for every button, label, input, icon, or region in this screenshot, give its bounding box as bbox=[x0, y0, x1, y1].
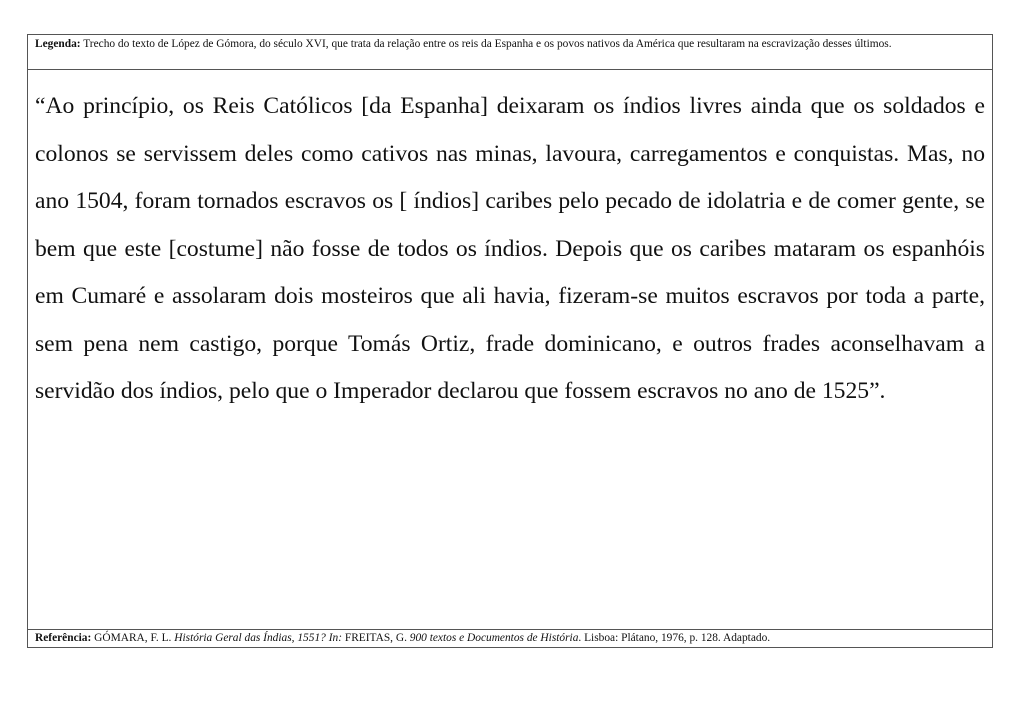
reference-editor: FREITAS, G. bbox=[344, 632, 407, 644]
reference-publication: . Lisboa: Plátano, 1976, p. 128. Adaptado. bbox=[578, 632, 771, 644]
reference-in-label: In: bbox=[328, 632, 342, 644]
reference-author: GÓMARA, F. L. bbox=[94, 632, 172, 644]
caption-label: Legenda: bbox=[35, 38, 81, 50]
reference-box bbox=[28, 629, 992, 647]
caption-box bbox=[28, 35, 992, 70]
document-frame bbox=[27, 34, 993, 648]
reference-label: Referência: bbox=[35, 632, 92, 644]
caption-text: Trecho do texto de López de Gómora, do século XVI, que trata da relação entre os reis da Espanha e os povos nativos da América que resultaram na escravização desses últimos. bbox=[83, 38, 892, 50]
reference-collection-title: 900 textos e Documentos de História bbox=[409, 632, 579, 644]
quote-text: “Ao princípio, os Reis Católicos [da Espanha] deixaram os índios livres ainda que os soldados e colonos se servissem deles como cativos nas minas, lavoura, carregamentos e conquistas. Mas, no ano 1504, foram tornados escravos os [ índios] caribes pelo pecado de idolatria e de comer gente, se bem que este [costume] não fosse de todos os índios. Depois que os caribes mataram os espanhóis em Cumaré e assolaram dois mosteiros que ali havia, fizeram-se muitos escravos por toda a parte, sem pena nem castigo, porque Tomás Ortiz, frade dominicano, e outros frades aconselhavam a servidão dos índios, pelo que o Imperador declarou que fossem escravos no ano de 1525”. bbox=[35, 93, 985, 404]
reference-work-title: História Geral das Índias, 1551? bbox=[174, 632, 326, 644]
